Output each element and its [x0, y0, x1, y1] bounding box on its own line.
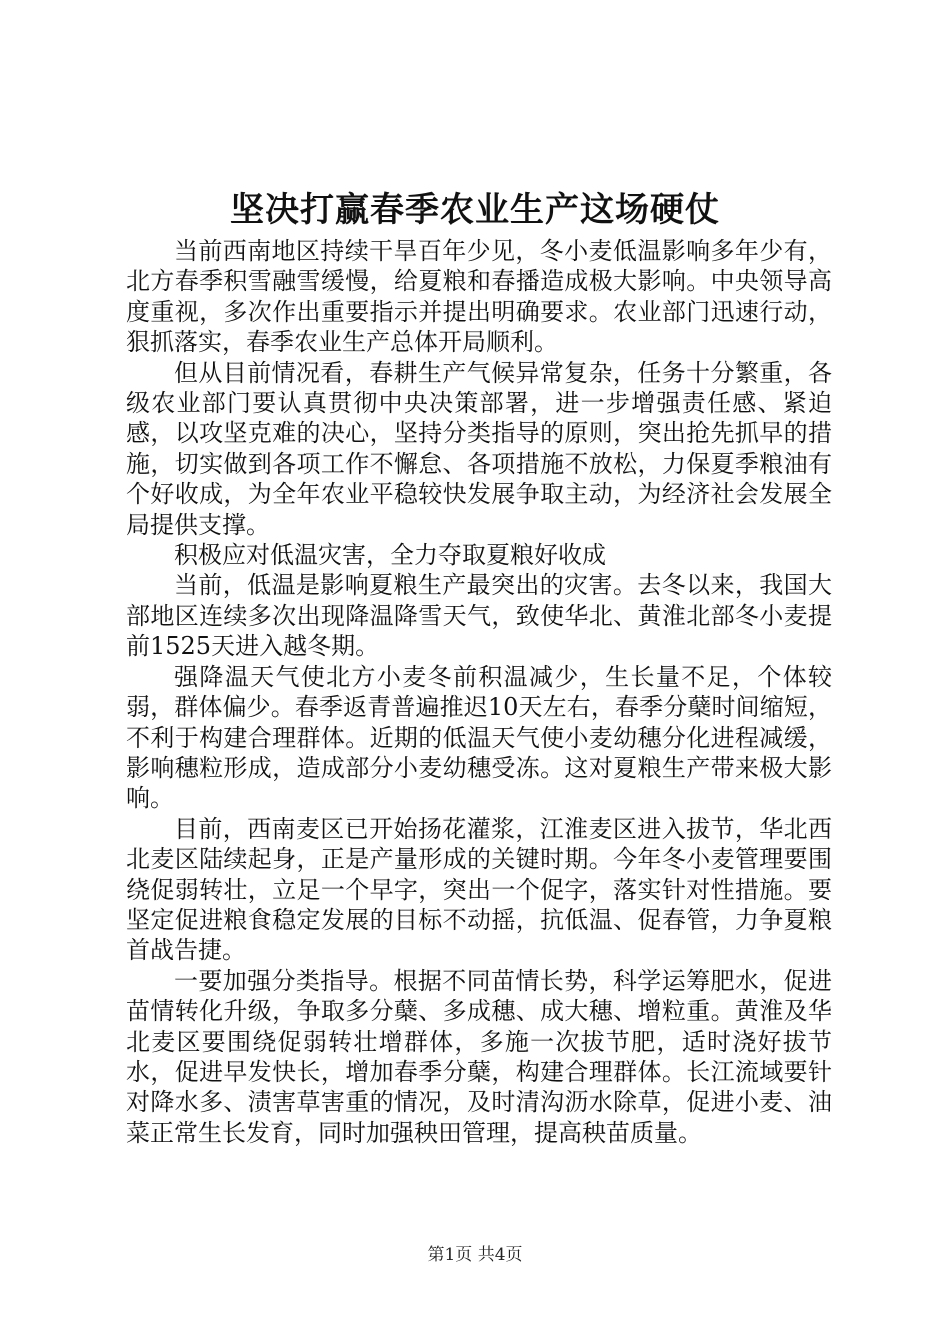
paragraph-4: 强降温天气使北方小麦冬前积温减少，生长量不足，个体较弱，群体偏少。春季返青普遍推迟10天左右，春季分蘖时间缩短，不利于构建合理群体。近期的低温天气使小麦幼穗分化进程减缓，影响穗粒形成，造成部分小麦幼穗受冻。这对夏粮生产带来极大影响。: [126, 662, 832, 813]
paragraph-5: 目前，西南麦区已开始扬花灌浆，江淮麦区进入拔节，华北西北麦区陆续起身，正是产量形成的关键时期。今年冬小麦管理要围绕促弱转壮，立足一个早字，突出一个促字，落实针对性措施。要坚定促进粮食稳定发展的目标不动摇，抗低温、促春管，力争夏粮首战告捷。: [126, 814, 832, 965]
paragraph-2: 但从目前情况看，春耕生产气候异常复杂，任务十分繁重，各级农业部门要认真贯彻中央决策部署，进一步增强责任感、紧迫感，以攻坚克难的决心，坚持分类指导的原则，突出抢先抓早的措施，切实做到各项工作不懈怠、各项措施不放松，力保夏季粮油有个好收成，为全年农业平稳较快发展争取主动，为经济社会发展全局提供支撑。: [126, 358, 832, 539]
paragraph-3: 当前，低温是影响夏粮生产最突出的灾害。去冬以来，我国大部地区连续多次出现降温降雪天气，致使华北、黄淮北部冬小麦提前1525天进入越冬期。: [126, 571, 832, 661]
page-footer: 第1页 共4页: [427, 1245, 523, 1265]
paragraph-1: 当前西南地区持续干旱百年少见，冬小麦低温影响多年少有，北方春季积雪融雪缓慢，给夏粮和春播造成极大影响。中央领导高度重视，多次作出重要指示并提出明确要求。农业部门迅速行动，狠抓落实，春季农业生产总体开局顺利。: [126, 237, 832, 357]
section-heading: 积极应对低温灾害，全力夺取夏粮好收成: [174, 541, 606, 570]
document-title: 坚决打赢春季农业生产这场硬仗: [230, 190, 720, 230]
paragraph-6: 一要加强分类指导。根据不同苗情长势，科学运筹肥水，促进苗情转化升级，争取多分蘖、多成穗、成大穗、增粒重。黄淮及华北麦区要围绕促弱转壮增群体，多施一次拔节肥，适时浇好拔节水，促进早发快长，增加春季分蘖，构建合理群体。长江流域要针对降水多、渍害草害重的情况，及时清沟沥水除草，促进小麦、油菜正常生长发育，同时加强秧田管理，提高秧苗质量。: [126, 966, 832, 1147]
document-body: [126, 236, 832, 1148]
